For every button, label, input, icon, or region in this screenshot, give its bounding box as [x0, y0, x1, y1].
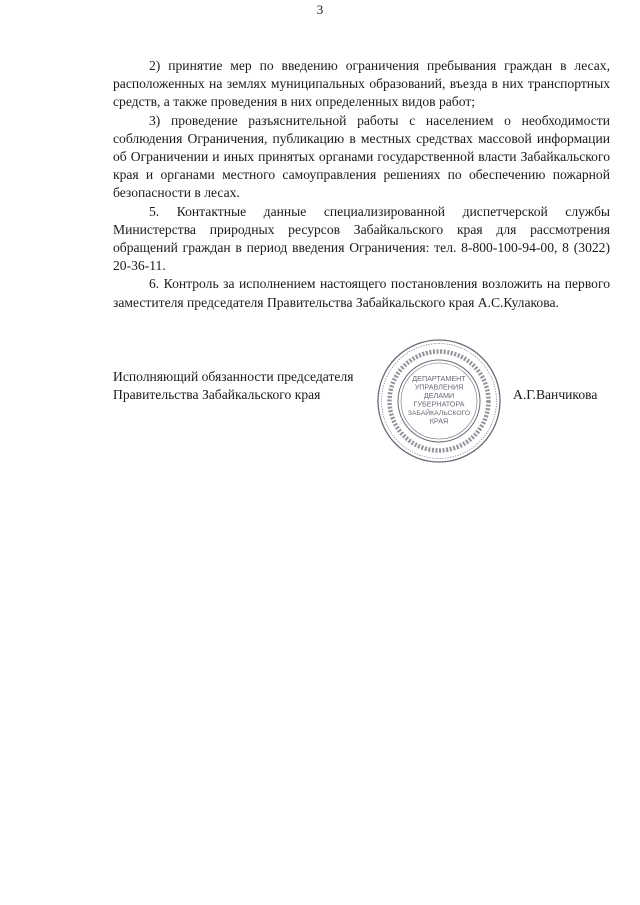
document-body: [113, 57, 610, 312]
seal-line-4: ГУБЕРНАТОРА: [413, 399, 465, 409]
official-seal: [375, 337, 503, 465]
seal-line-1: ДЕПАРТАМЕНТ: [412, 374, 466, 383]
signatory-title-line-2: Правительства Забайкальского края: [113, 387, 321, 402]
paragraph-measures: 2) принятие мер по введению ограничения пребывания граждан в лесах, расположенных на землях муниципальных образований, въезда в них транспортных средств, а также проведения в них определенных видов работ;: [113, 58, 610, 110]
paragraph-control: 6. Контроль за исполнением настоящего постановления возложить на первого заместителя председателя Правительства Забайкальского края А.С.Кулакова.: [113, 276, 610, 310]
seal-line-5: ЗАБАЙКАЛЬСКОГО: [407, 410, 471, 417]
signatory-title-line-1: Исполняющий обязанности председателя: [113, 369, 354, 384]
paragraph-contacts: 5. Контактные данные специализированной диспетчерской службы Министерства природных ресурсов Забайкальского края для рассмотрения обращений граждан в период введения Ограничения: тел. 8-800-100-94-00, 8 (3022) 20-36-11.: [113, 203, 610, 274]
seal-line-2: УПРАВЛЕНИЯ: [414, 382, 464, 392]
seal-line-6: КРАЯ: [429, 416, 449, 426]
seal-line-3: ДЕЛАМИ: [423, 391, 455, 400]
page-number: 3: [316, 2, 324, 17]
signatory-title: [113, 368, 354, 404]
paragraph-explanatory-work: 3) проведение разъяснительной работы с населением о необходимости соблюдения Ограничения, публикацию в местных средствах массовой информации об Ограничении и иных принятых органами государственной власти Забайкальского края и органами местного самоуправления решениях по обеспечению пожарной безопасности в лесах.: [113, 112, 610, 201]
signatory-name: А.Г.Ванчикова: [513, 387, 598, 402]
